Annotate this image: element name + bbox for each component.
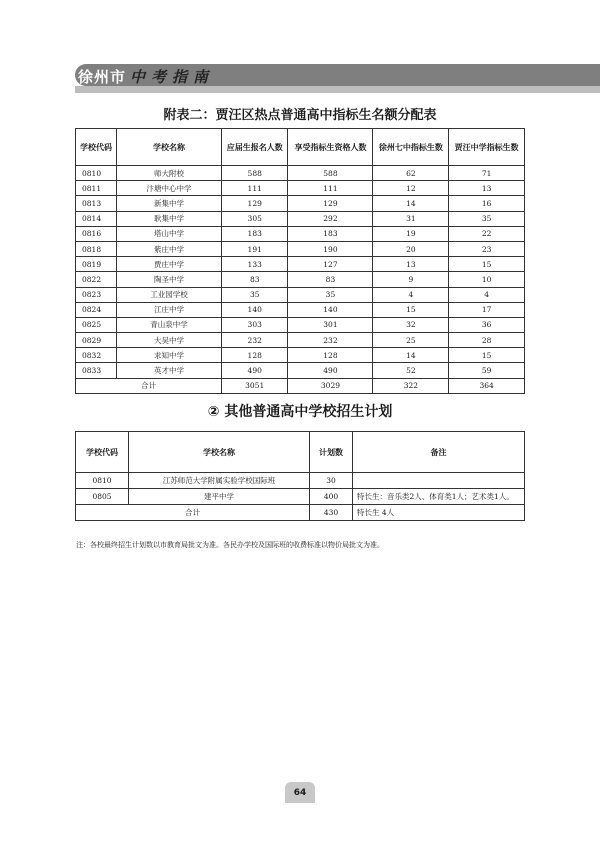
cell-code: 0824 bbox=[76, 302, 117, 317]
cell-school-name: 工业园学校 bbox=[117, 287, 222, 302]
header-band-accent bbox=[75, 86, 600, 93]
cell-code: 0814 bbox=[76, 211, 117, 226]
quota-table-title: 附表二：贾汪区热点普通高中指标生名额分配表 bbox=[163, 108, 437, 123]
header-city: 徐州市 bbox=[78, 67, 127, 86]
quota-total-row bbox=[76, 378, 525, 393]
cell-school-name: 师大附校 bbox=[117, 166, 222, 181]
quota-table-header-row bbox=[76, 129, 525, 166]
cell-applicants: 83 bbox=[222, 272, 288, 287]
cell-code: 0825 bbox=[76, 317, 117, 332]
other-total-row bbox=[76, 505, 525, 521]
cell-eligible: 183 bbox=[288, 226, 373, 241]
cell-eligible: 190 bbox=[288, 241, 373, 256]
cell-code: 0819 bbox=[76, 257, 117, 272]
cell-eligible: 35 bbox=[288, 287, 373, 302]
cell-code: 0811 bbox=[76, 181, 117, 196]
cell-eligible: 83 bbox=[288, 272, 373, 287]
cell-eligible: 490 bbox=[288, 363, 373, 378]
other-total-label: 合计 bbox=[76, 505, 310, 521]
cell-school-name: 塔山中学 bbox=[117, 226, 222, 241]
cell-applicants: 111 bbox=[222, 181, 288, 196]
cell-eligible: 292 bbox=[288, 211, 373, 226]
page-number: 64 bbox=[285, 782, 315, 803]
cell-school-name: 新集中学 bbox=[117, 196, 222, 211]
col-header-applicants: 应届生报名人数 bbox=[222, 129, 288, 166]
cell-jiawang: 15 bbox=[449, 348, 525, 363]
cell-school-name: 江庄中学 bbox=[117, 302, 222, 317]
cell-xz7: 31 bbox=[373, 211, 449, 226]
col-header-eligible: 享受指标生资格人数 bbox=[288, 129, 373, 166]
quota-table-body bbox=[76, 166, 525, 379]
cell-school-name: 陶圣中学 bbox=[117, 272, 222, 287]
cell-code: 0818 bbox=[76, 241, 117, 256]
cell-jiawang: 16 bbox=[449, 196, 525, 211]
header-guide-logo: 中考指南 bbox=[130, 67, 215, 86]
cell-xz7: 12 bbox=[373, 181, 449, 196]
cell-jiawang: 28 bbox=[449, 333, 525, 348]
table-row bbox=[76, 287, 525, 302]
cell-school-name: 英才中学 bbox=[117, 363, 222, 378]
footnote: 注：各校最终招生计划数以市教育局批文为准。各民办学校及国际班的收费标准以物价局批文为准。 bbox=[76, 541, 384, 549]
table-row bbox=[76, 489, 525, 505]
other-col-note: 备注 bbox=[353, 432, 525, 473]
cell-applicants: 35 bbox=[222, 287, 288, 302]
cell-name: 江苏师范大学附属实验学校国际班 bbox=[129, 473, 310, 489]
table-row bbox=[76, 317, 525, 332]
total-jiawang: 364 bbox=[449, 378, 525, 393]
cell-applicants: 133 bbox=[222, 257, 288, 272]
table-row bbox=[76, 196, 525, 211]
total-xz7: 322 bbox=[373, 378, 449, 393]
cell-applicants: 191 bbox=[222, 241, 288, 256]
header-title bbox=[78, 66, 214, 86]
cell-eligible: 128 bbox=[288, 348, 373, 363]
cell-xz7: 9 bbox=[373, 272, 449, 287]
other-col-plan: 计划数 bbox=[310, 432, 353, 473]
table-row bbox=[76, 302, 525, 317]
cell-eligible: 129 bbox=[288, 196, 373, 211]
cell-code: 0822 bbox=[76, 272, 117, 287]
total-label: 合计 bbox=[76, 378, 222, 393]
total-eligible: 3029 bbox=[288, 378, 373, 393]
cell-jiawang: 13 bbox=[449, 181, 525, 196]
other-col-code: 学校代码 bbox=[76, 432, 129, 473]
cell-xz7: 14 bbox=[373, 348, 449, 363]
table-row bbox=[76, 211, 525, 226]
cell-xz7: 52 bbox=[373, 363, 449, 378]
total-applicants: 3051 bbox=[222, 378, 288, 393]
cell-eligible: 140 bbox=[288, 302, 373, 317]
cell-xz7: 4 bbox=[373, 287, 449, 302]
cell-applicants: 183 bbox=[222, 226, 288, 241]
cell-jiawang: 4 bbox=[449, 287, 525, 302]
col-header-xz7: 徐州七中指标生数 bbox=[373, 129, 449, 166]
cell-xz7: 15 bbox=[373, 302, 449, 317]
cell-name: 建平中学 bbox=[129, 489, 310, 505]
cell-plan: 30 bbox=[310, 473, 353, 489]
other-table-header-row bbox=[76, 432, 525, 473]
table-row bbox=[76, 363, 525, 378]
other-col-name: 学校名称 bbox=[129, 432, 310, 473]
table-row bbox=[76, 257, 525, 272]
table-row bbox=[76, 333, 525, 348]
cell-applicants: 128 bbox=[222, 348, 288, 363]
cell-xz7: 14 bbox=[373, 196, 449, 211]
cell-eligible: 127 bbox=[288, 257, 373, 272]
cell-xz7: 20 bbox=[373, 241, 449, 256]
cell-jiawang: 35 bbox=[449, 211, 525, 226]
cell-code: 0810 bbox=[76, 166, 117, 181]
cell-code: 0805 bbox=[76, 489, 129, 505]
cell-note: 特长生：音乐类2人、体育类1人；艺术类1人。 bbox=[353, 489, 525, 505]
cell-eligible: 588 bbox=[288, 166, 373, 181]
other-schools-table bbox=[75, 431, 525, 521]
cell-jiawang: 10 bbox=[449, 272, 525, 287]
cell-jiawang: 15 bbox=[449, 257, 525, 272]
col-header-jiawang: 贾汪中学指标生数 bbox=[449, 129, 525, 166]
cell-note bbox=[353, 473, 525, 489]
quota-table bbox=[75, 128, 525, 394]
other-total-note: 特长生 4人 bbox=[353, 505, 525, 521]
col-header-name: 学校名称 bbox=[117, 129, 222, 166]
cell-school-name: 汴塘中心中学 bbox=[117, 181, 222, 196]
cell-jiawang: 17 bbox=[449, 302, 525, 317]
table-row bbox=[76, 181, 525, 196]
cell-code: 0832 bbox=[76, 348, 117, 363]
cell-code: 0829 bbox=[76, 333, 117, 348]
cell-code: 0810 bbox=[76, 473, 129, 489]
cell-jiawang: 22 bbox=[449, 226, 525, 241]
cell-school-name: 求知中学 bbox=[117, 348, 222, 363]
col-header-code: 学校代码 bbox=[76, 129, 117, 166]
table-row bbox=[76, 272, 525, 287]
cell-applicants: 305 bbox=[222, 211, 288, 226]
cell-applicants: 129 bbox=[222, 196, 288, 211]
table-row bbox=[76, 166, 525, 181]
cell-school-name: 青山泉中学 bbox=[117, 317, 222, 332]
cell-jiawang: 71 bbox=[449, 166, 525, 181]
cell-plan: 400 bbox=[310, 489, 353, 505]
cell-code: 0833 bbox=[76, 363, 117, 378]
table-row bbox=[76, 241, 525, 256]
cell-xz7: 32 bbox=[373, 317, 449, 332]
other-total-plan: 430 bbox=[310, 505, 353, 521]
table-row bbox=[76, 348, 525, 363]
other-section-title: ② 其他普通高中学校招生计划 bbox=[207, 404, 393, 420]
cell-eligible: 232 bbox=[288, 333, 373, 348]
table-row bbox=[76, 226, 525, 241]
cell-xz7: 25 bbox=[373, 333, 449, 348]
cell-applicants: 140 bbox=[222, 302, 288, 317]
cell-applicants: 232 bbox=[222, 333, 288, 348]
cell-school-name: 贾庄中学 bbox=[117, 257, 222, 272]
table-row bbox=[76, 473, 525, 489]
cell-code: 0823 bbox=[76, 287, 117, 302]
cell-xz7: 19 bbox=[373, 226, 449, 241]
cell-school-name: 大吴中学 bbox=[117, 333, 222, 348]
cell-school-name: 紫庄中学 bbox=[117, 241, 222, 256]
cell-applicants: 588 bbox=[222, 166, 288, 181]
cell-eligible: 111 bbox=[288, 181, 373, 196]
cell-code: 0813 bbox=[76, 196, 117, 211]
cell-school-name: 耿集中学 bbox=[117, 211, 222, 226]
cell-jiawang: 59 bbox=[449, 363, 525, 378]
cell-applicants: 303 bbox=[222, 317, 288, 332]
cell-jiawang: 36 bbox=[449, 317, 525, 332]
cell-eligible: 301 bbox=[288, 317, 373, 332]
cell-jiawang: 23 bbox=[449, 241, 525, 256]
cell-code: 0816 bbox=[76, 226, 117, 241]
cell-xz7: 62 bbox=[373, 166, 449, 181]
cell-applicants: 490 bbox=[222, 363, 288, 378]
cell-xz7: 13 bbox=[373, 257, 449, 272]
